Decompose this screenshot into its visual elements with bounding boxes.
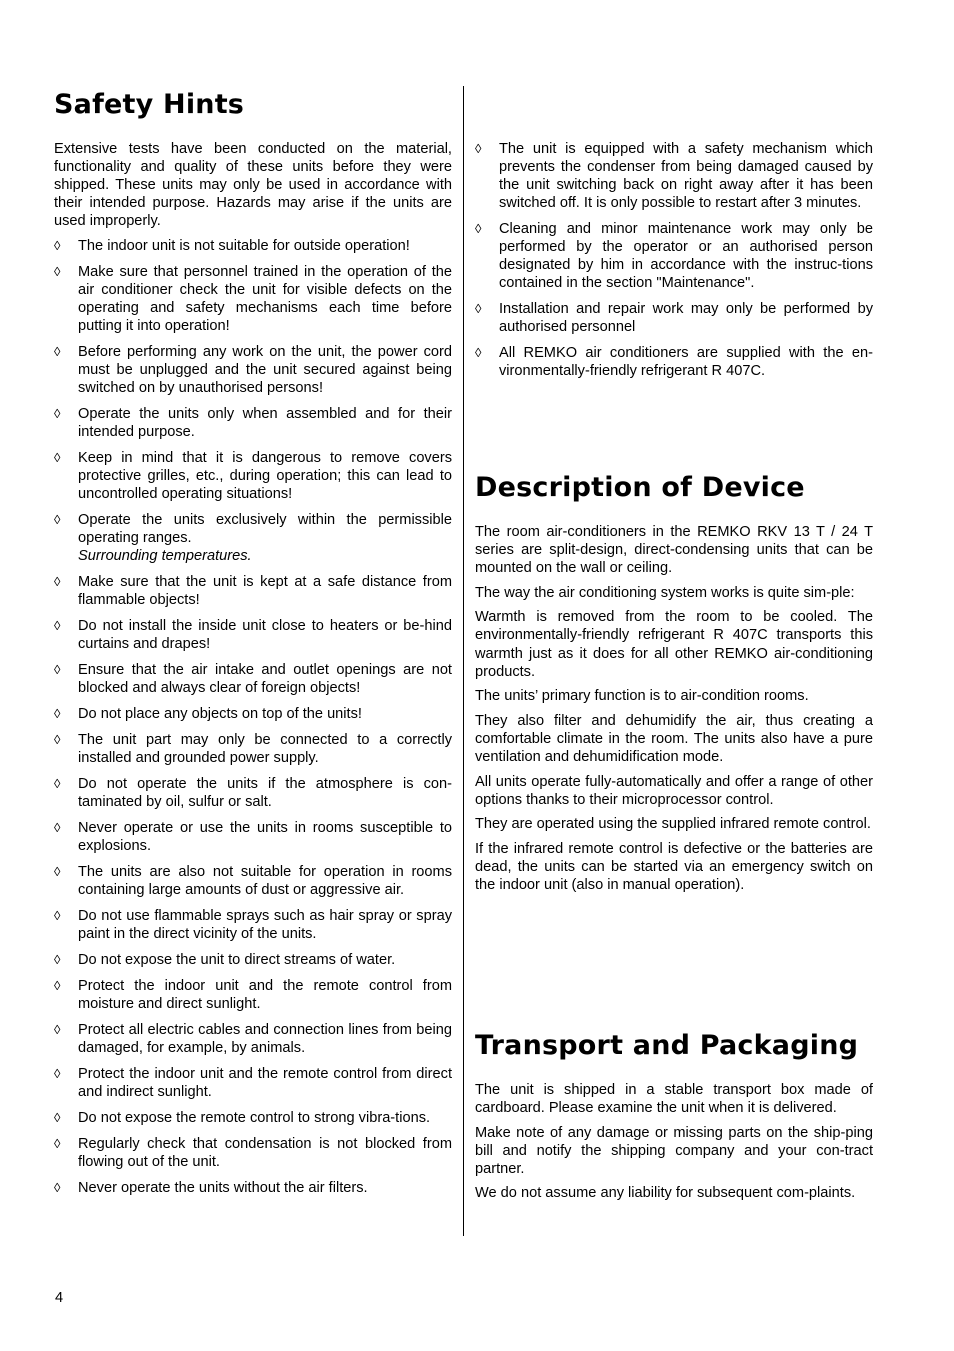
description-paragraph: The room air-conditioners in the REMKO RKV 13 T / 24 T series are split-design, direct-condensing units that can be mounted on the wall or ceiling. <box>475 524 873 577</box>
transport-section <box>475 1081 873 1209</box>
description-section <box>475 523 873 901</box>
diamond-bullet-icon: ◊ <box>54 820 61 836</box>
description-paragraph: The units’ primary function is to air-condition rooms. <box>475 688 809 705</box>
description-paragraph: The way the air conditioning system works is quite sim-ple: <box>475 584 855 601</box>
diamond-bullet-icon: ◊ <box>54 1179 61 1195</box>
list-item: ◊ Keep in mind that it is dangerous to remove covers protective grilles, etc., during operation; this can lead to uncontrolled operating situations! <box>54 450 452 503</box>
diamond-bullet-icon: ◊ <box>54 1021 61 1037</box>
safety-hints-continued <box>475 140 873 388</box>
page-number: 4 <box>55 1290 64 1306</box>
diamond-bullet-icon: ◊ <box>54 344 61 360</box>
description-paragraph: All units operate fully-automatically and offer a range of other options thanks to their microprocessor control. <box>475 773 873 808</box>
diamond-bullet-icon: ◊ <box>54 732 61 748</box>
list-item: ◊ All REMKO air conditioners are supplied with the en-vironmentally-friendly refrigerant R 407C. <box>475 345 873 380</box>
list-item: ◊ The unit is equipped with a safety mechanism which prevents the condenser from being damaged caused by the unit switching back on right away after it has been switched off. It is only possible to restart after 3 minutes. <box>475 141 873 212</box>
safety-list-continued <box>475 140 873 381</box>
list-item: ◊ Protect the indoor unit and the remote control from moisture and direct sunlight. <box>54 977 452 1012</box>
safety-list <box>54 237 452 1197</box>
list-item: ◊ Cleaning and minor maintenance work may only be performed by the operator or an authorised person designated by him in accordance with the instruc-tions contained in the section "Maintenance". <box>475 221 873 292</box>
diamond-bullet-icon: ◊ <box>475 345 482 361</box>
diamond-bullet-icon: ◊ <box>475 301 482 317</box>
transport-paragraph: We do not assume any liability for subsequent com-plaints. <box>475 1185 856 1202</box>
list-item: ◊ Do not place any objects on top of the units! <box>54 706 362 723</box>
list-item: ◊ Do not expose the unit to direct streams of water. <box>54 952 396 969</box>
diamond-bullet-icon: ◊ <box>54 977 61 993</box>
diamond-bullet-icon: ◊ <box>54 1109 61 1125</box>
description-title: Description of Device <box>475 472 805 503</box>
description-paragraph: If the infrared remote control is defective or the batteries are dead, the units can be started via an emergency switch on the indoor unit (also in manual operation). <box>475 840 873 894</box>
list-item: ◊ The units are also not suitable for operation in rooms containing large amounts of dust or aggressive air. <box>54 864 452 899</box>
transport-paragraph: The unit is shipped in a stable transport box made of cardboard. Please examine the unit when it is delivered. <box>475 1082 873 1117</box>
list-item: ◊ Ensure that the air intake and outlet openings are not blocked and always clear of foreign objects! <box>54 662 452 697</box>
list-item: ◊ Protect the indoor unit and the remote control from direct and indirect sunlight. <box>54 1065 452 1100</box>
diamond-bullet-icon: ◊ <box>54 512 61 528</box>
list-item: ◊ Do not expose the remote control to strong vibra-tions. <box>54 1109 431 1126</box>
diamond-bullet-icon: ◊ <box>475 141 482 156</box>
diamond-bullet-icon: ◊ <box>54 1135 61 1151</box>
description-paragraph: Warmth is removed from the room to be cooled. The environmentally-friendly refrigerant R 407C transports this warmth just as it does for all other REMKO air-conditioning products. <box>475 609 873 680</box>
list-item: ◊ Make sure that personnel trained in the operation of the air conditioner check the unit for visible defects on the operating and safety mechanisms each time before putting it into operation! <box>54 263 452 335</box>
list-item: ◊ Never operate or use the units in rooms susceptible to explosions. <box>54 820 452 855</box>
diamond-bullet-icon: ◊ <box>475 221 482 237</box>
list-item: ◊ Operate the units only when assembled and for their intended purpose. <box>54 406 452 441</box>
diamond-bullet-icon: ◊ <box>54 706 61 722</box>
list-item: ◊ The indoor unit is not suitable for outside operation! <box>54 237 410 254</box>
list-item: ◊ Do not use flammable sprays such as hair spray or spray paint in the direct vicinity of the units. <box>54 908 452 943</box>
safety-hints-title: Safety Hints <box>54 89 245 120</box>
list-item: ◊ Regularly check that condensation is not blocked from flowing out of the unit. <box>54 1135 452 1170</box>
diamond-bullet-icon: ◊ <box>54 263 61 279</box>
list-item: ◊ Do not install the inside unit close to heaters or be-hind curtains and drapes! <box>54 618 452 653</box>
list-item: ◊ Protect all electric cables and connection lines from being damaged, for example, by animals. <box>54 1021 452 1056</box>
diamond-bullet-icon: ◊ <box>54 908 61 924</box>
list-item: ◊ Make sure that the unit is kept at a safe distance from flammable objects! <box>54 574 452 609</box>
list-item: ◊ Operate the units exclusively within the permissible operating ranges. Surrounding temperatures. <box>54 512 452 565</box>
list-item: ◊ Installation and repair work may only be performed by authorised personnel <box>475 301 873 336</box>
diamond-bullet-icon: ◊ <box>54 1065 61 1081</box>
diamond-bullet-icon: ◊ <box>54 574 61 590</box>
list-item: ◊ Before performing any work on the unit, the power cord must be unplugged and the unit secured against being switched on by unauthorised persons! <box>54 344 452 397</box>
description-paragraph: They are operated using the supplied infrared remote control. <box>475 816 871 833</box>
diamond-bullet-icon: ◊ <box>54 776 61 792</box>
safety-intro: Extensive tests have been conducted on the material, functionality and quality of these units before they were shipped. These units may only be used in accordance with their intended purpose. Hazards may arise if the units are used improperly. <box>54 141 452 230</box>
safety-hints-section <box>54 140 452 1205</box>
operating-range-note: Surrounding temperatures. <box>78 548 252 565</box>
list-item: ◊ Do not operate the units if the atmosphere is con-taminated by oil, sulfur or salt. <box>54 776 452 811</box>
diamond-bullet-icon: ◊ <box>54 237 61 253</box>
diamond-bullet-icon: ◊ <box>54 618 61 634</box>
list-item: ◊ The unit part may only be connected to a correctly installed and grounded power supply. <box>54 732 452 767</box>
diamond-bullet-icon: ◊ <box>54 406 61 422</box>
diamond-bullet-icon: ◊ <box>54 662 61 678</box>
column-divider <box>463 86 464 1236</box>
list-item: ◊ Never operate the units without the air filters. <box>54 1179 368 1196</box>
diamond-bullet-icon: ◊ <box>54 450 61 466</box>
transport-paragraph: Make note of any damage or missing parts on the ship-ping bill and notify the shipping company and your con-tract partner. <box>475 1124 873 1177</box>
transport-title: Transport and Packaging <box>475 1030 859 1061</box>
description-paragraph: They also filter and dehumidify the air, thus creating a comfortable climate in the room. The units also have a pure ventilation and dehumidification mode. <box>475 712 873 766</box>
diamond-bullet-icon: ◊ <box>54 864 61 880</box>
diamond-bullet-icon: ◊ <box>54 952 61 968</box>
